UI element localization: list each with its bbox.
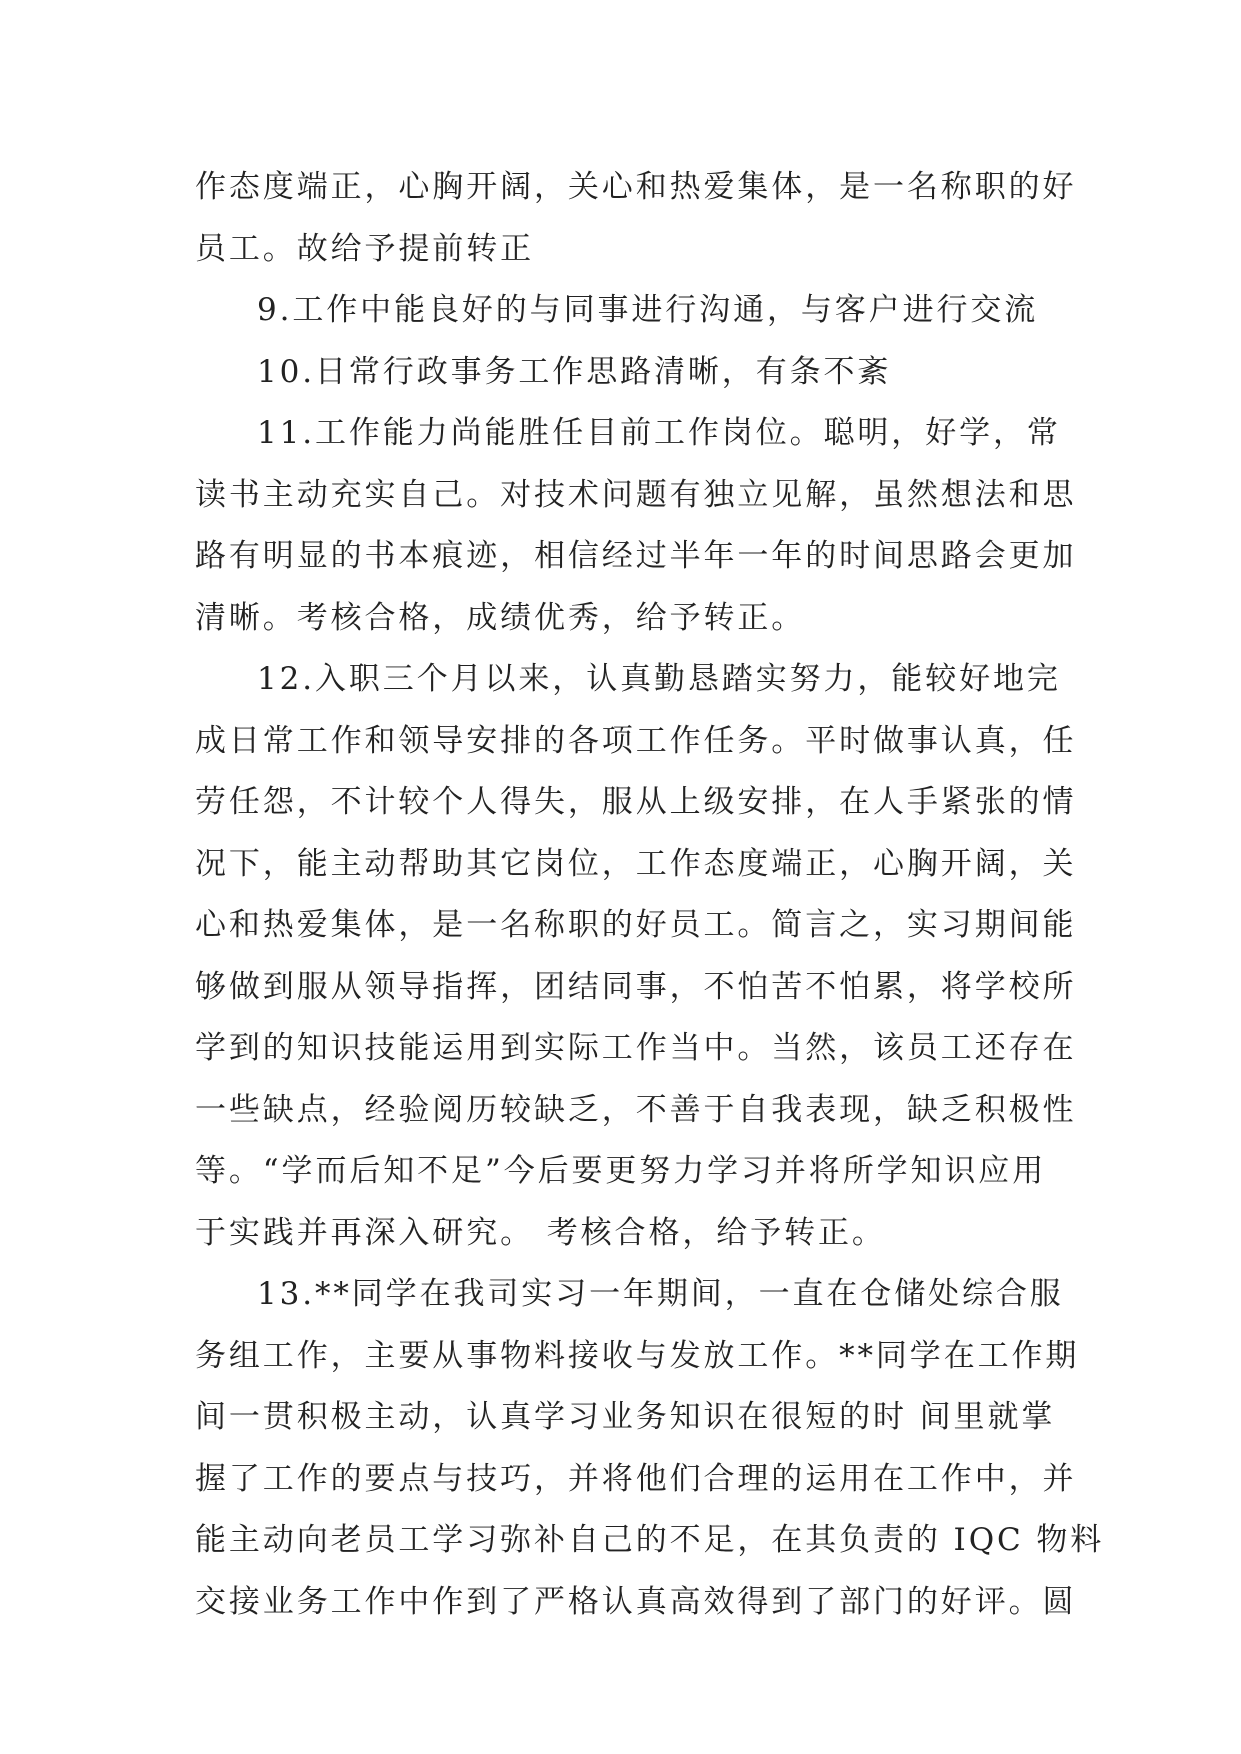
text-line: 学到的知识技能运用到实际工作当中。当然，该员工还存在 (195, 1030, 1077, 1066)
text-line: 劳任怨，不计较个人得失，服从上级安排，在人手紧张的情 (195, 784, 1077, 820)
text-line: 一些缺点，经验阅历较缺乏，不善于自我表现，缺乏积极性 (195, 1091, 1077, 1128)
text-line: 11.工作能力尚能胜任目前工作岗位。聪明，好学，常 (257, 415, 1061, 451)
text-line: 交接业务工作中作到了严格认真高效得到了部门的好评。圆 (195, 1583, 1077, 1620)
text-line: 10.日常行政事务工作思路清晰，有条不紊 (257, 353, 892, 390)
text-line: 够做到服从领导指挥，团结同事，不怕苦不怕累，将学校所 (195, 968, 1077, 1005)
text-line: 于实践并再深入研究。 考核合格，给予转正。 (195, 1214, 886, 1251)
text-line: 心和热爱集体，是一名称职的好员工。简言之，实习期间能 (195, 907, 1077, 943)
text-line: 清晰。考核合格，成绩优秀，给予转正。 (195, 599, 806, 636)
text-line: 握了工作的要点与技巧，并将他们合理的运用在工作中，并 (195, 1460, 1077, 1497)
text-line: 等。“学而后知不足”今后要更努力学习并将所学知识应用 (195, 1153, 1047, 1189)
text-line: 路有明显的书本痕迹，相信经过半年一年的时间思路会更加 (195, 538, 1077, 574)
text-line: 成日常工作和领导安排的各项工作任务。平时做事认真，任 (195, 722, 1077, 759)
text-line: 读书主动充实自己。对技术问题有独立见解，虽然想法和思 (195, 476, 1077, 513)
text-line: 况下，能主动帮助其它岗位，工作态度端正，心胸开阔，关 (195, 845, 1077, 882)
text-line: 12.入职三个月以来，认真勤恳踏实努力，能较好地完 (257, 661, 1061, 697)
text-line: 作态度端正，心胸开阔，关心和热爱集体，是一名称职的好 (195, 169, 1077, 205)
text-line: 间一贯积极主动，认真学习业务知识在很短的时 间里就掌 (195, 1399, 1056, 1435)
text-line: 9.工作中能良好的与同事进行沟通，与客户进行交流 (257, 292, 1039, 328)
text-line: 务组工作，主要从事物料接收与发放工作。**同学在工作期 (195, 1337, 1080, 1374)
text-line: 13.**同学在我司实习一年期间，一直在仓储处综合服 (257, 1276, 1064, 1312)
document-body-text (195, 157, 1105, 1633)
text-line: 员工。故给予提前转正 (195, 230, 534, 267)
text-line: 能主动向老员工学习弥补自己的不足，在其负责的 IQC 物料 (195, 1522, 1105, 1558)
